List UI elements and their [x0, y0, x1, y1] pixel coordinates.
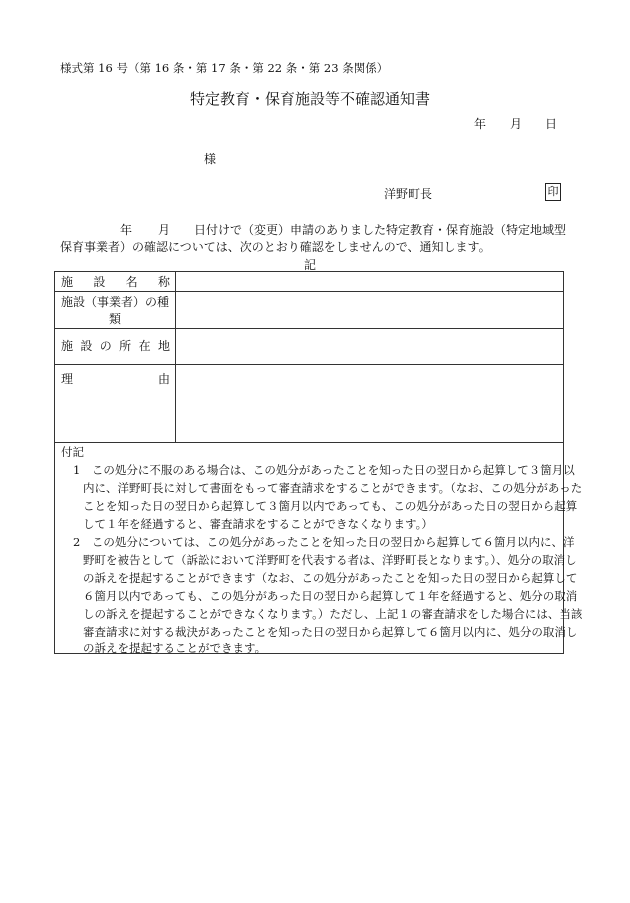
date-month-label: 月 [510, 117, 523, 131]
notes-heading: 付記 [61, 445, 84, 459]
note-line: 2 この処分については、この処分があったことを知った日の翌日から起算して６箇月以内に、洋 [73, 535, 575, 549]
note-line: しの訴えを提起することができなくなります。）ただし、上記１の審査請求をした場合には、当該 [83, 607, 583, 621]
facility-type-label: 施設（事業者）の種 類 [55, 292, 176, 329]
document-title: 特定教育・保育施設等不確認通知書 [190, 90, 431, 108]
note-line: して１年を経過すると、審査請求をすることができなくなります。） [83, 517, 433, 531]
seal-mark: 印 [545, 183, 561, 201]
table-row [55, 365, 564, 443]
notes-section [54, 440, 583, 655]
details-table [54, 271, 564, 443]
facility-name-value [176, 272, 564, 292]
facility-type-value [176, 292, 564, 329]
intro-year: 年 [120, 223, 133, 237]
facility-address-label: 施 設 の 所 在 地 [55, 329, 176, 365]
note-line: ６箇月以内であっても、この処分があった日の翌日から起算して１年を経過すると、処分の取消 [83, 589, 578, 603]
intro-month: 月 [158, 223, 171, 237]
recipient-suffix: 様 [204, 152, 217, 166]
note-line: ことを知った日の翌日から起算して３箇月以内であっても、この処分があった日の翌日から起算 [83, 499, 578, 513]
table-row [55, 272, 564, 292]
facility-name-label: 施 設 名 称 [55, 272, 176, 292]
note-line: 野町を被告として（訴訟において洋野町を代表する者は、洋野町長となります。）、処分の取消し [83, 553, 577, 567]
table-row [55, 329, 564, 365]
note-line: の訴えを提起することができます（なお、この処分があったことを知った日の翌日から起算して [83, 571, 578, 585]
date-year-label: 年 [474, 117, 487, 131]
note-line: の訴えを提起することができます。 [83, 641, 267, 655]
ki-label: 記 [304, 258, 317, 272]
note-line: 1 この処分に不服のある場合は、この処分があったことを知った日の翌日から起算して３箇月以 [73, 463, 575, 477]
reason-label: 理 由 [55, 365, 176, 443]
form-number: 様式第 16 号（第 16 条・第 17 条・第 22 条・第 23 条関係） [60, 61, 389, 75]
table-row [55, 292, 564, 329]
intro-line-2: 保育事業者）の確認については、次のとおり確認をしませんので、通知します。 [60, 240, 491, 254]
intro-line-1: 日付けで（変更）申請のありました特定教育・保育施設（特定地域型 [194, 223, 567, 237]
reason-value [176, 365, 564, 443]
facility-address-value [176, 329, 564, 365]
date-day-label: 日 [545, 117, 558, 131]
sender-name: 洋野町長 [384, 187, 433, 201]
note-line: 内に、洋野町長に対して書面をもって審査請求をすることができます。（なお、この処分があった [83, 481, 583, 495]
note-line: 審査請求に対する裁決があったことを知った日の翌日から起算して６箇月以内に、処分の取消し [83, 625, 578, 639]
